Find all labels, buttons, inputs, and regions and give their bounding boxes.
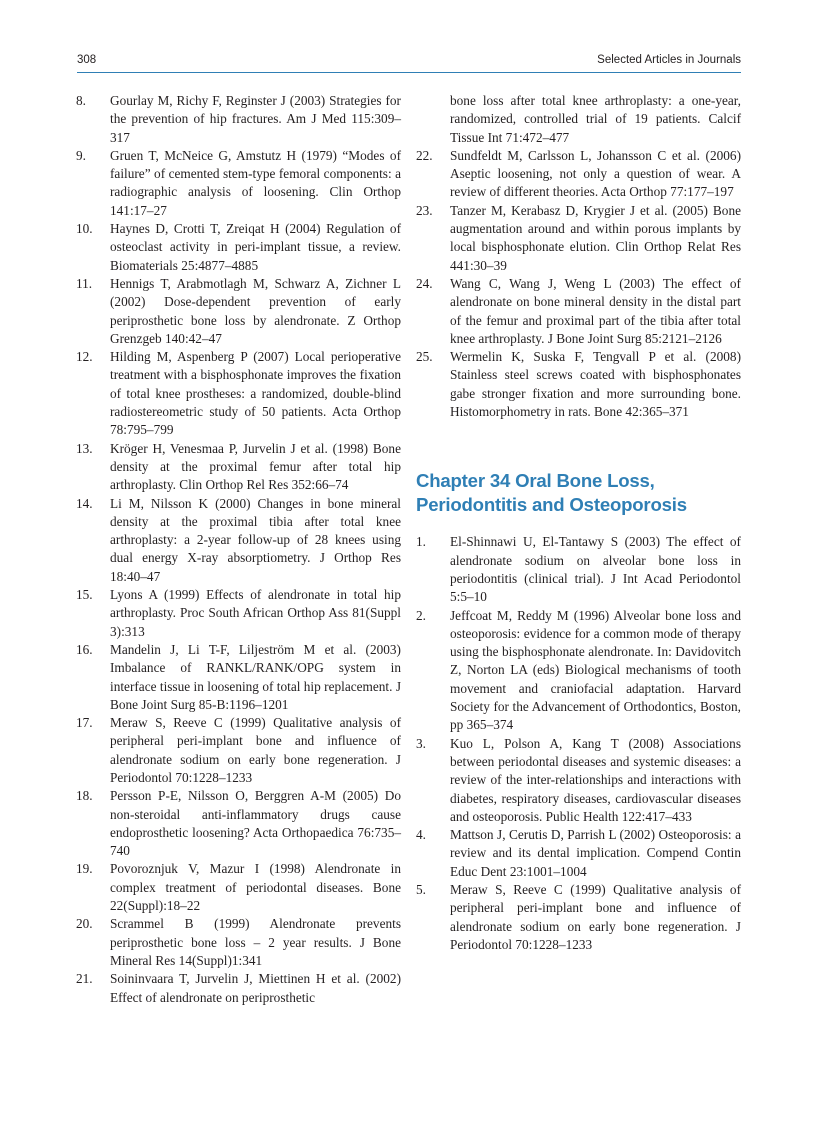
reference-text: Gourlay M, Richy F, Reginster J (2003) Strategies for the prevention of hip fractures. Am J Med 115:309–317 [110, 93, 401, 145]
reference-number: 12. [76, 349, 93, 365]
reference-item [76, 275, 401, 348]
reference-number: 3. [416, 735, 426, 751]
reference-text: Persson P-E, Nilsson O, Berggren A-M (2005) Do non-steroidal anti-inflammatory drugs cause endoprosthetic loosening? Acta Orthopaedica 76:735–740 [110, 788, 401, 859]
reference-number: 16. [76, 641, 93, 657]
page-number: 308 [77, 54, 97, 66]
reference-text: Scrammel B (1999) Alendronate prevents periprosthetic bone loss – 2 year results. J Bone Mineral Res 14(Suppl)1:341 [110, 916, 401, 968]
reference-item [76, 220, 401, 275]
reference-text: Kuo L, Polson A, Kang T (2008) Associations between periodontal diseases and systemic diseases: a review of the inter-relationships and interactions with diabetes, respiratory diseases, cardiovascular diseases and osteoporosis. Public Health 122:417–433 [450, 735, 741, 824]
reference-number: 2. [416, 607, 426, 623]
reference-text: Wermelin K, Suska F, Tengvall P et al. (2008) Stainless steel screws coated with bisphosphonates gabe stronger fixation and more surrounding bone. Histomorphometry in rats. Bone 42:365–371 [450, 349, 741, 420]
reference-number: 23. [416, 202, 433, 218]
reference-text: Wang C, Wang J, Weng L (2003) The effect of alendronate on bone mineral density in the distal part of the femur and proximal part of the tibia after total knee arthroplasty. J Bone Joint Surg 85:2121–2126 [450, 275, 741, 346]
reference-number: 19. [76, 861, 93, 877]
reference-number: 18. [76, 788, 93, 804]
chapter-heading-line: Chapter 34 Oral Bone Loss, [416, 470, 655, 492]
reference-text: Povoroznjuk V, Mazur I (1998) Alendronate in complex treatment of periodontal diseases. Bone 22(Suppl):18–22 [110, 861, 401, 914]
reference-item [76, 495, 401, 586]
reference-item [416, 735, 741, 826]
reference-item [76, 714, 401, 787]
reference-number: 25. [416, 349, 433, 365]
reference-text: bone loss after total knee arthroplasty: a one-year, randomized, controlled trial of 19 patients. Calcif Tissue Int 71:472–477 [450, 93, 741, 145]
reference-item [76, 970, 401, 1007]
reference-number: 20. [76, 916, 93, 932]
reference-text: Tanzer M, Kerabasz D, Krygier J et al. (2005) Bone augmentation around and within porous implants by local bisphosphonate elution. Clin Orthop Relat Res 441:30–39 [450, 202, 741, 273]
reference-item [416, 202, 741, 275]
page-header [77, 52, 741, 73]
reference-number: 9. [76, 147, 86, 163]
reference-item [416, 348, 741, 421]
reference-text: Li M, Nilsson K (2000) Changes in bone mineral density at the proximal tibia after total knee arthroplasty: a 2-year follow-up of 28 knees using dual energy X-ray absorptiometry. J Orthop Res 18:40–47 [110, 495, 401, 584]
reference-number: 15. [76, 587, 93, 603]
reference-text: Hennigs T, Arabmotlagh M, Schwarz A, Zichner L (2002) Dose-dependent prevention of early periprosthetic bone loss by alendronate. Z Orthop Grenzgeb 140:42–47 [110, 275, 401, 346]
chapter-heading [416, 469, 741, 517]
reference-number: 21. [76, 971, 93, 987]
reference-item [416, 826, 741, 881]
reference-number: 4. [416, 827, 426, 843]
reference-text: El-Shinnawi U, El-Tantawy S (2003) The effect of alendronate sodium on alveolar bone loss in periodontitis (clinical trial). J Int Acad Periodontol 5:5–10 [450, 534, 741, 605]
chapter-reference-list [416, 533, 741, 954]
reference-number: 17. [76, 715, 93, 731]
reference-item [76, 440, 401, 495]
reference-list [76, 92, 401, 1007]
reference-text: Mattson J, Cerutis D, Parrish L (2002) Osteoporosis: a review and its dental implication. Compend Contin Educ Dent 23:1001–1004 [450, 827, 741, 879]
reference-text: Hilding M, Aspenberg P (2007) Local perioperative treatment with a bisphosphonate improves the fixation of total knee prostheses: a randomized, double-blind radiostereometric study of 50 patients. Acta Orthop 78:795–799 [110, 349, 401, 438]
right-column [416, 92, 741, 954]
reference-text: Meraw S, Reeve C (1999) Qualitative analysis of peripheral peri-implant bone and influence of alendronate sodium on early bone regeneration. J Periodontol 70:1228–1233 [450, 881, 741, 952]
reference-item [76, 787, 401, 860]
reference-item [416, 881, 741, 954]
reference-number: 1. [416, 534, 426, 550]
chapter-heading-line: Periodontitis and Osteoporosis [416, 494, 687, 516]
reference-text: Sundfeldt M, Carlsson L, Johansson C et al. (2006) Aseptic loosening, not only a question of wear. A review of different theories. Acta Orthop 77:177–197 [450, 147, 741, 200]
reference-number: 24. [416, 275, 433, 291]
reference-text: Mandelin J, Li T-F, Liljeström M et al. (2003) Imbalance of RANKL/RANK/OPG system in interface tissue in loosening of total hip replacement. J Bone Joint Surg 85-B:1196–1201 [110, 641, 401, 712]
reference-text: Soininvaara T, Jurvelin J, Miettinen H et al. (2002) Effect of alendronate on periprosthetic [110, 971, 401, 1005]
reference-number: 14. [76, 495, 93, 511]
reference-number: 13. [76, 440, 93, 456]
reference-item [416, 607, 741, 735]
reference-text: Jeffcoat M, Reddy M (1996) Alveolar bone loss and osteoporosis: evidence for a common mode of therapy using the bisphosphonate alendronate. In: Davidovitch Z, Norton LA (eds) Biological mechanisms of tooth movement and craniofacial adaptation. Harvard Society for the Advancement of Orthodontics, Boston, pp 365–374 [450, 607, 741, 733]
reference-item [416, 533, 741, 606]
reference-item [76, 641, 401, 714]
reference-item [76, 92, 401, 147]
running-title: Selected Articles in Journals [597, 54, 741, 66]
reference-item [416, 147, 741, 202]
reference-number: 22. [416, 147, 433, 163]
reference-list [416, 147, 741, 421]
reference-number: 11. [76, 275, 93, 291]
reference-text: Lyons A (1999) Effects of alendronate in total hip arthroplasty. Proc South African Orthop Ass 81(Suppl 3):313 [110, 587, 401, 639]
reference-text: Haynes D, Crotti T, Zreiqat H (2004) Regulation of osteoclast activity in peri-implant tissue, a review. Biomaterials 25:4877–4885 [110, 221, 401, 273]
reference-text: Kröger H, Venesmaa P, Jurvelin J et al. (1998) Bone density at the proximal femur after total hip arthroplasty. Clin Orthop Rel Res 352:66–74 [110, 440, 401, 493]
reference-list-continued [416, 92, 741, 147]
reference-text: Meraw S, Reeve C (1999) Qualitative analysis of peripheral peri-implant bone and influence of alendronate sodium on early bone regeneration. J Periodontol 70:1228–1233 [110, 715, 401, 785]
reference-item [76, 860, 401, 915]
reference-number: 5. [416, 881, 426, 897]
reference-item [76, 348, 401, 439]
left-column [76, 92, 401, 1007]
reference-text: Gruen T, McNeice G, Amstutz H (1979) “Modes of failure” of cemented stem-type femoral components: a radiographic analysis of loosening. Clin Orthop 141:17–27 [110, 147, 401, 218]
reference-number: 10. [76, 221, 93, 237]
reference-continuation [416, 92, 741, 147]
reference-item [416, 275, 741, 348]
reference-item [76, 586, 401, 641]
reference-item [76, 915, 401, 970]
reference-item [76, 147, 401, 220]
reference-number: 8. [76, 93, 86, 108]
